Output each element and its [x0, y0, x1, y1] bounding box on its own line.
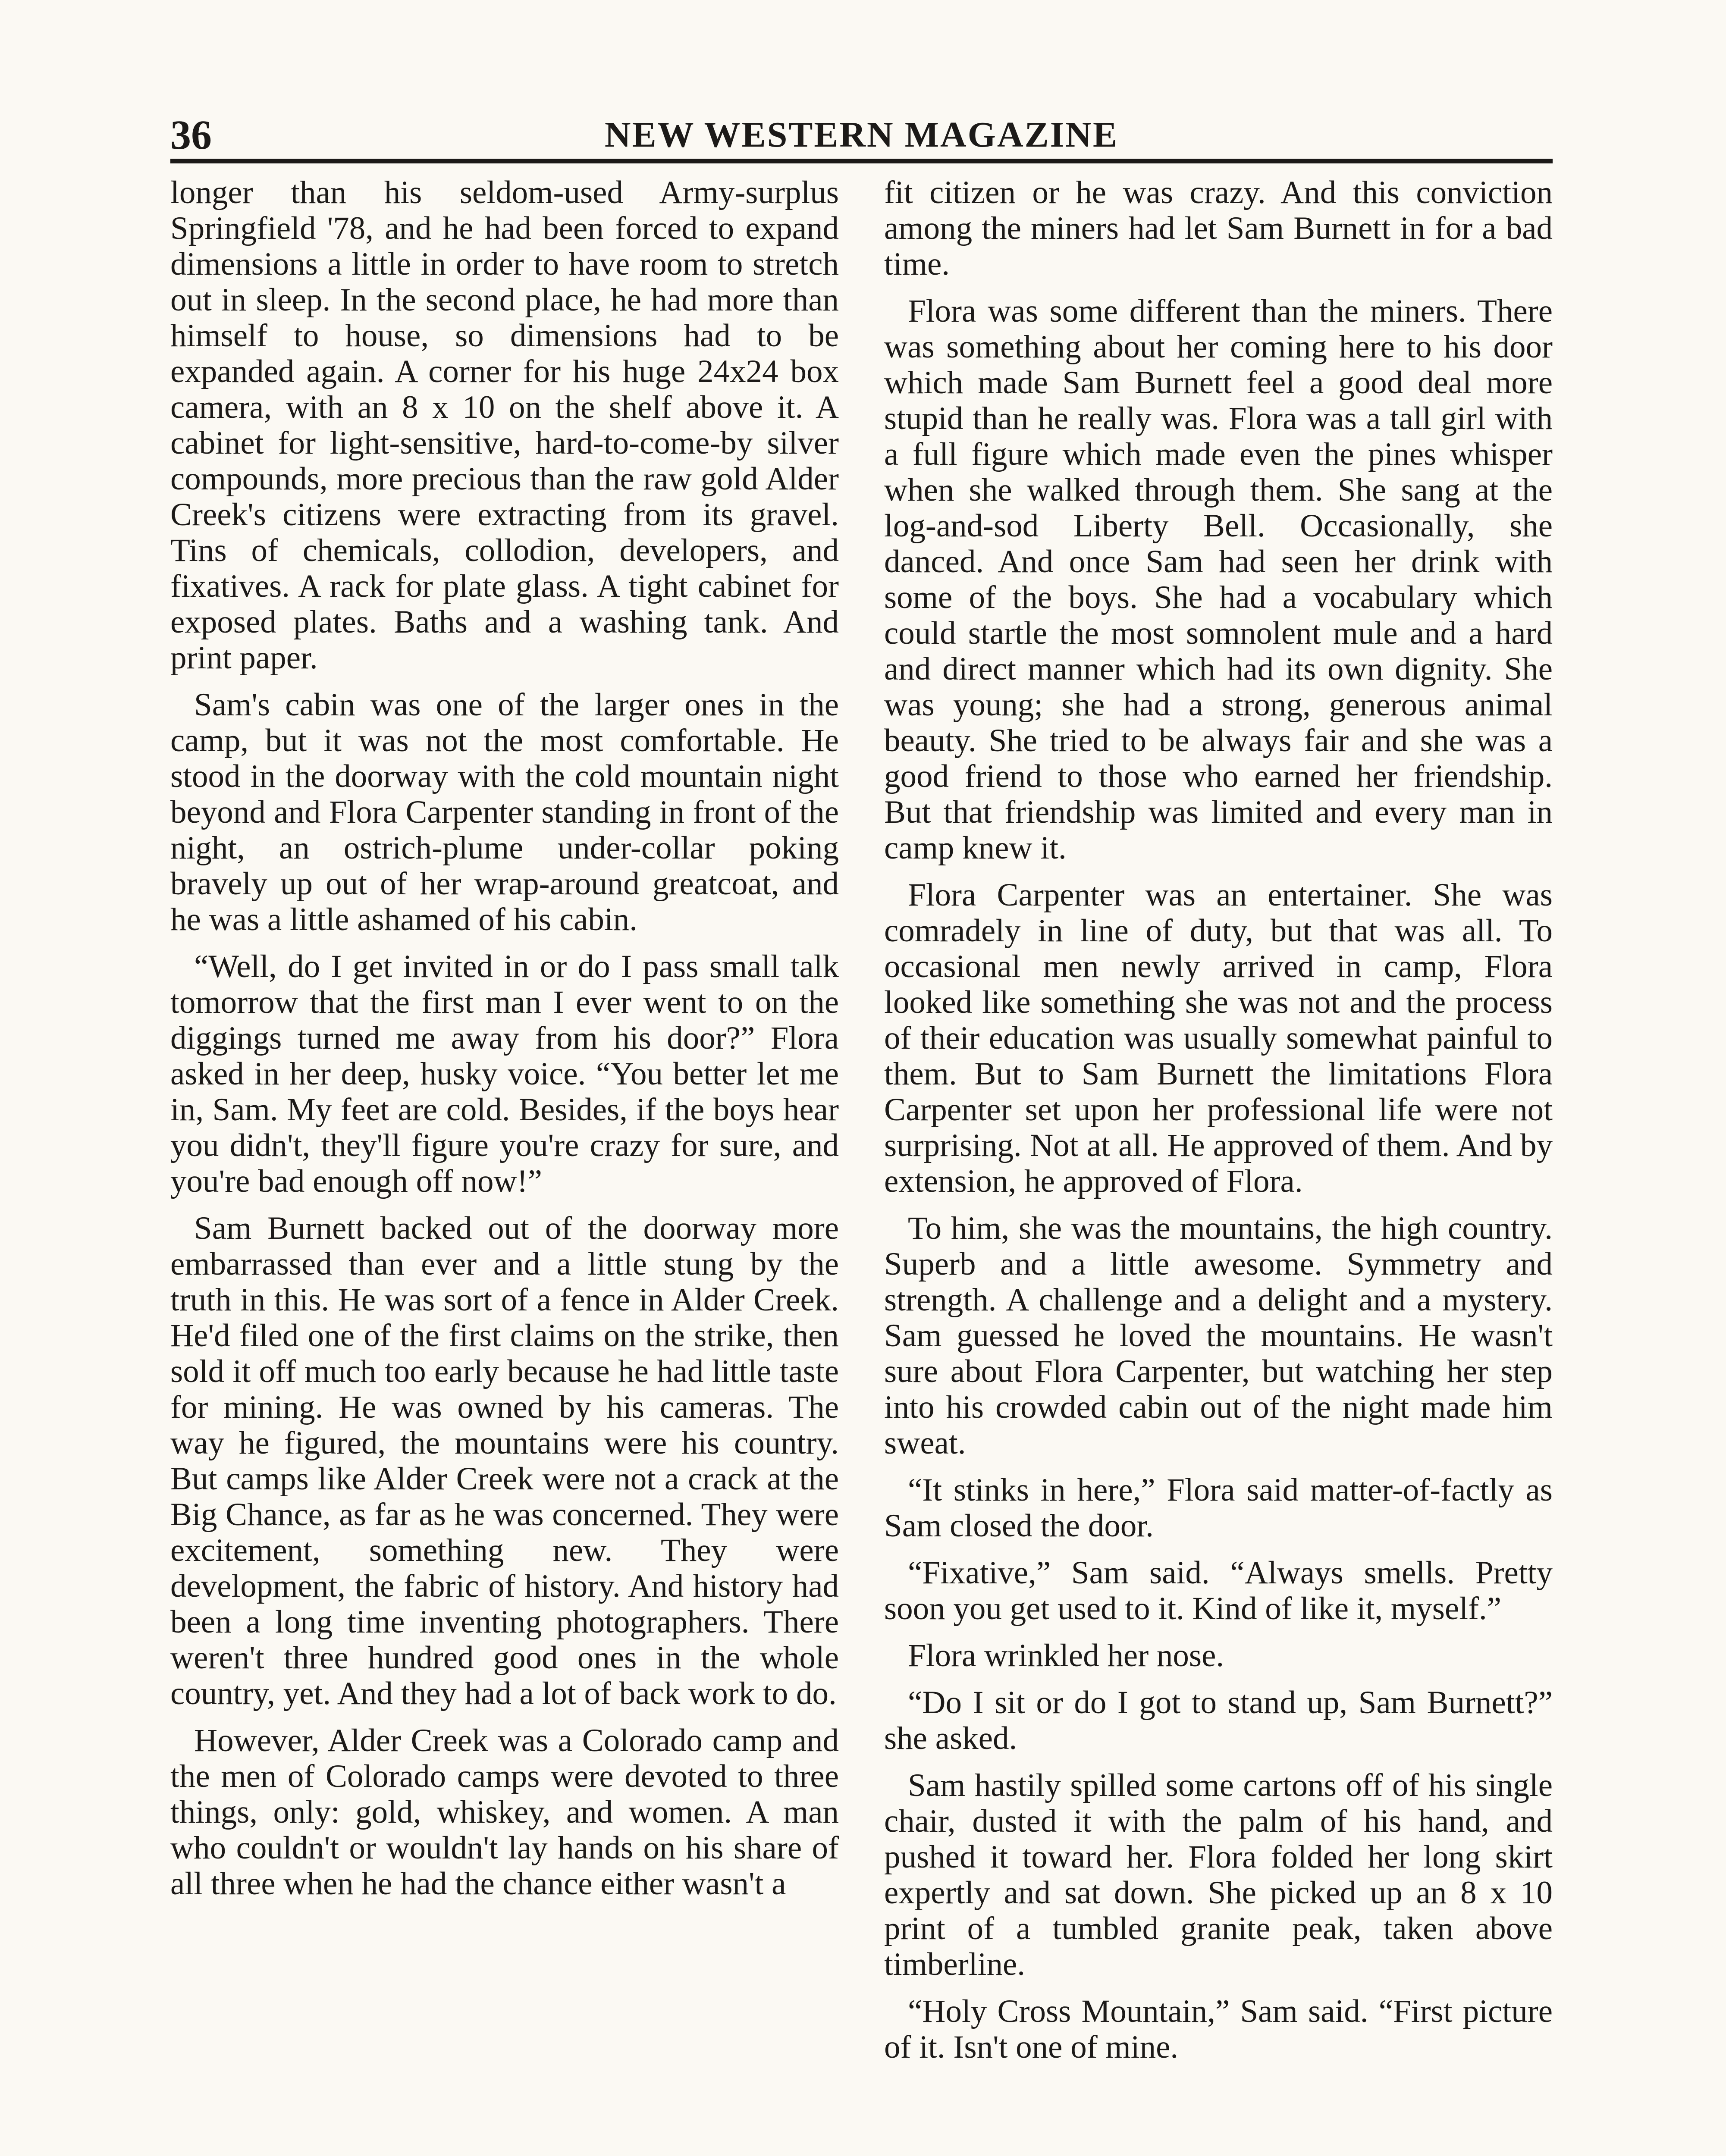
paragraph: longer than his seldom-used Army-surplus Springfield '78, and he had been forced to expand dimensions a little in order to have room to stretch out in sleep. In the second place, he had more than himself to house, so dimensions had to be expanded again. A corner for his huge 24x24 box camera, with an 8 x 10 on the shelf above it. A cabinet for light-sensitive, hard-to-come-by silver compounds, more precious than the raw gold Alder Creek's citizens were extracting from its gravel. Tins of chemicals, collodion, developers, and fixatives. A rack for plate glass. A tight cabinet for exposed plates. Baths and a washing tank. And print paper.: [170, 175, 839, 676]
running-title: NEW WESTERN MAGAZINE: [604, 115, 1119, 155]
paragraph: Sam hastily spilled some cartons off of his single chair, dusted it with the palm of his hand, and pushed it toward her. Flora folded her long skirt expertly and sat down. She picked up an 8 x 10 print of a tumbled granite peak, taken above timberline.: [884, 1767, 1553, 1982]
right-column: [884, 175, 1553, 2156]
paragraph: “Fixative,” Sam said. “Always smells. Pretty soon you get used to it. Kind of like it, myself.”: [884, 1555, 1553, 1626]
paragraph: “Well, do I get invited in or do I pass small talk tomorrow that the first man I ever went to on the diggings turned me away from his door?” Flora asked in her deep, husky voice. “You better let me in, Sam. My feet are cold. Besides, if the boys hear you didn't, they'll figure you're crazy for sure, and you're bad enough off now!”: [170, 949, 839, 1199]
paragraph: Flora wrinkled her nose.: [908, 1638, 1224, 1673]
paragraph: Flora was some different than the miners. There was something about her coming here to his door which made Sam Burnett feel a good deal more stupid than he really was. Flora was a tall girl with a full figure which made even the pines whisper when she walked through them. She sang at the log-and-sod Liberty Bell. Occasionally, she danced. And once Sam had seen her drink with some of the boys. She had a vocabulary which could startle the most somnolent mule and a hard and direct manner which had its own dignity. She was young; she had a strong, generous animal beauty. She tried to be always fair and she was a good friend to those who earned her friendship. But that friendship was limited and every man in camp knew it.: [884, 293, 1553, 866]
page-header: [170, 111, 1553, 159]
header-rule: [170, 159, 1553, 163]
paragraph: fit citizen or he was crazy. And this conviction among the miners had let Sam Burnett in for a bad time.: [884, 175, 1553, 282]
paragraph: “It stinks in here,” Flora said matter-of-factly as Sam closed the door.: [884, 1472, 1553, 1544]
page-number: 36: [170, 112, 212, 158]
paragraph: To him, she was the mountains, the high country. Superb and a little awesome. Symmetry and strength. A challenge and a delight and a mystery. Sam guessed he loved the mountains. He wasn't sure about Flora Carpenter, but watching her step into his crowded cabin out of the night made him sweat.: [884, 1210, 1553, 1461]
paragraph: “Holy Cross Mountain,” Sam said. “First picture of it. Isn't one of mine.: [884, 1993, 1553, 2065]
paragraph: However, Alder Creek was a Colorado camp and the men of Colorado camps were devoted to three things, only: gold, whiskey, and women. A man who couldn't or wouldn't lay hands on his share of all three when he had the chance either wasn't a: [170, 1723, 839, 1902]
paragraph: Sam's cabin was one of the larger ones in the camp, but it was not the most comfortable. He stood in the doorway with the cold mountain night beyond and Flora Carpenter standing in front of the night, an ostrich-plume under-collar poking bravely up out of her wrap-around greatcoat, and he was a little ashamed of his cabin.: [170, 687, 839, 937]
paragraph: Flora Carpenter was an entertainer. She was comradely in line of duty, but that was all. To occasional men newly arrived in camp, Flora looked like something she was not and the process of their education was usually somewhat painful to them. But to Sam Burnett the limitations Flora Carpenter set upon her professional life were not surprising. Not at all. He approved of them. And by extension, he approved of Flora.: [884, 877, 1553, 1199]
paragraph: “Do I sit or do I got to stand up, Sam Burnett?” she asked.: [884, 1685, 1553, 1756]
paragraph: Sam Burnett backed out of the doorway more embarrassed than ever and a little stung by the truth in this. He was sort of a fence in Alder Creek. He'd filed one of the first claims on the strike, then sold it off much too early because he had little taste for mining. He was owned by his cameras. The way he figured, the mountains were his country. But camps like Alder Creek were not a crack at the Big Chance, as far as he was concerned. They were excitement, something new. They were development, the fabric of history. And history had been a long time inventing photographers. There weren't three hundred good ones in the whole country, yet. And they had a lot of back work to do.: [170, 1210, 839, 1711]
left-column: [170, 175, 839, 2156]
